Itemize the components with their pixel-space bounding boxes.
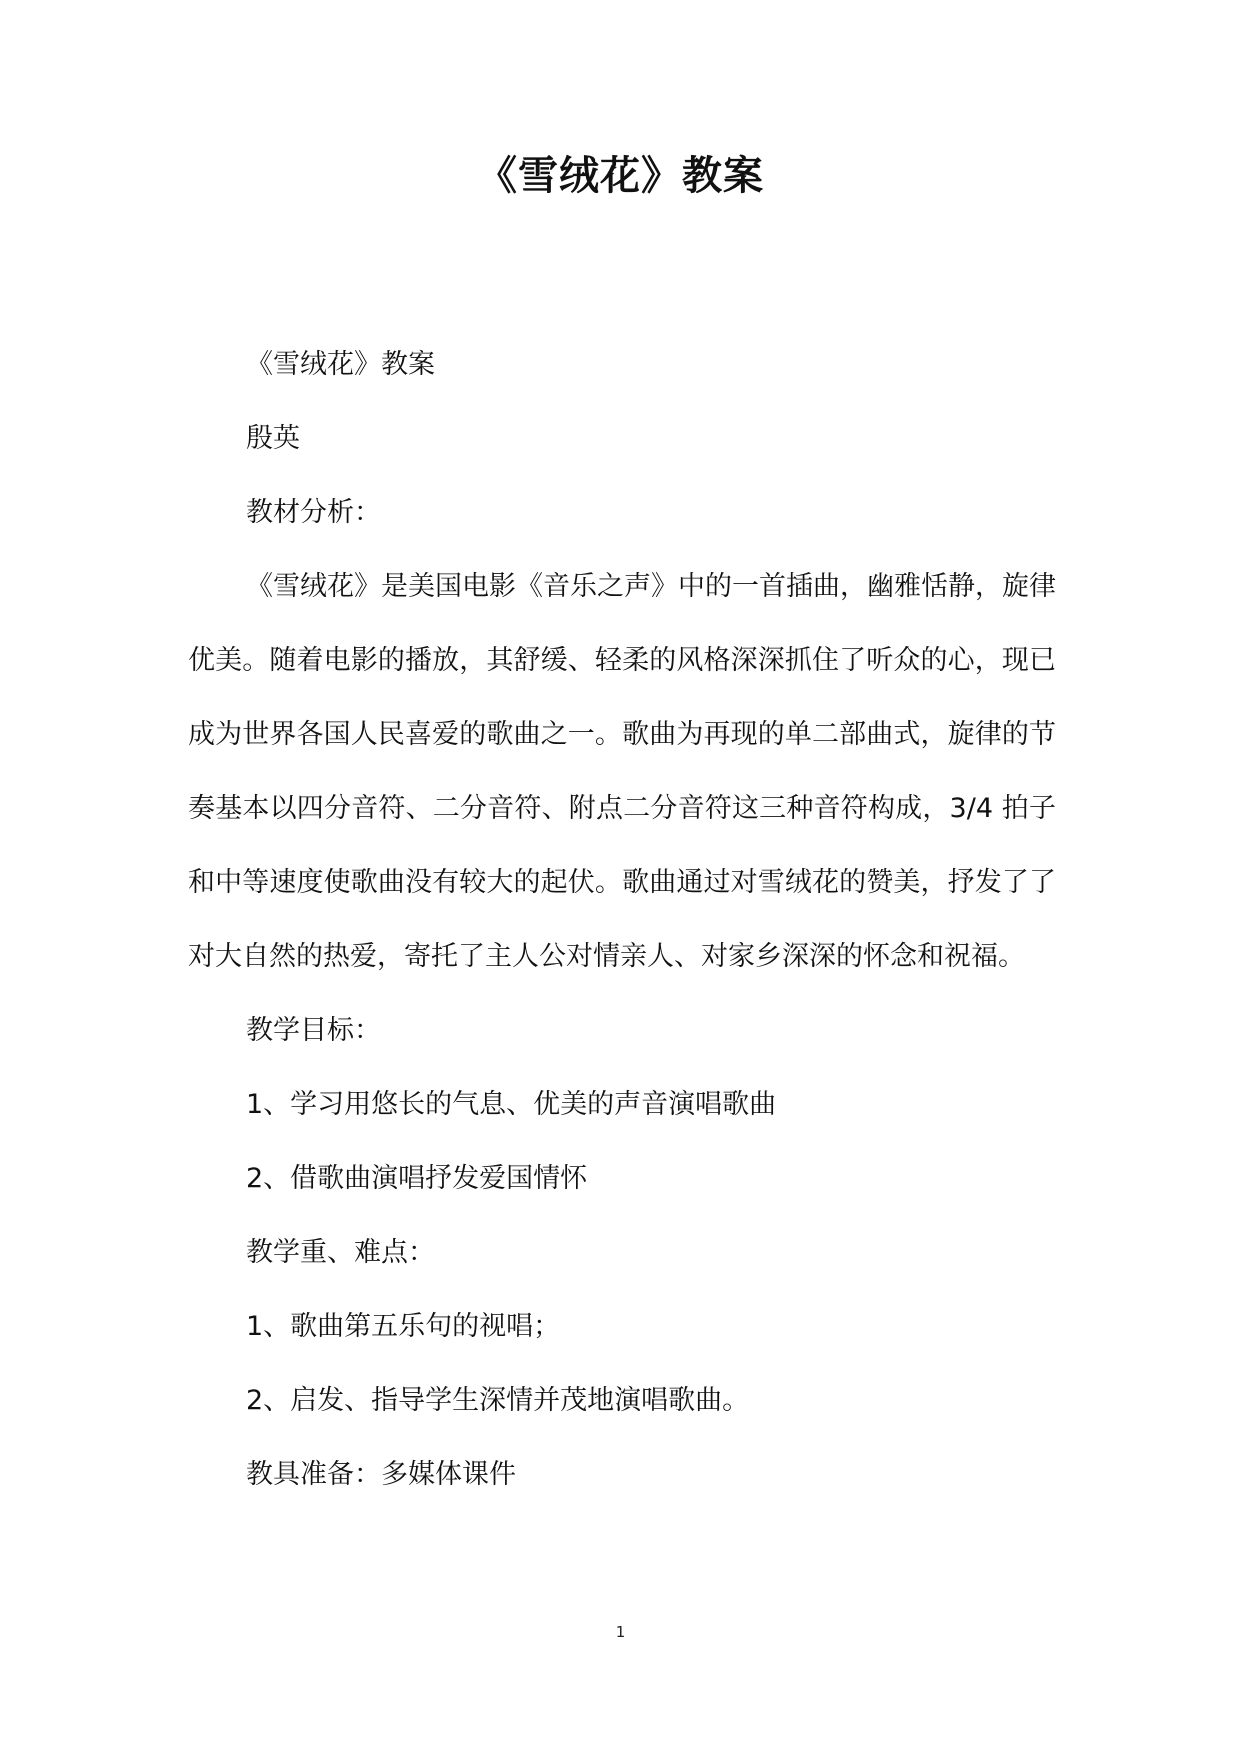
paragraph-key-point-1: 1、歌曲第五乐句的视唱； [246,1311,561,1342]
paragraph-author: 殷英 [246,423,300,454]
paragraph-teaching-goal-2: 2、借歌曲演唱抒发爱国情怀 [246,1163,588,1194]
document-title: 《雪绒花》教案 [477,153,764,199]
paragraph-heading-repeat: 《雪绒花》教案 [246,349,435,380]
paragraph-key-points-label: 教学重、难点： [246,1237,435,1268]
paragraph-material-analysis-label: 教材分析： [246,497,381,528]
page-number: 1 [615,1623,626,1641]
paragraph-teaching-goal-1: 1、学习用悠长的气息、优美的声音演唱歌曲 [246,1089,777,1120]
paragraph-material-analysis-text: 《雪绒花》是美国电影《音乐之声》中的一首插曲，幽雅恬静，旋律优美。随着电影的播放，其舒缓、轻柔的风格深深抓住了听众的心，现已成为世界各国人民喜爱的歌曲之一。歌曲为再现的单二部曲式，旋律的节奏基本以四分音符、二分音符、附点二分音符这三种音符构成，3/4 拍子和中等速度使歌曲没有较大的起伏。歌曲通过对雪绒花的赞美，抒发了了对大自然的热爱，寄托了主人公对情亲人、对家乡深深的怀念和祝福。 [188,571,1056,972]
document-body [188,328,1056,1512]
paragraph-teaching-goals-label: 教学目标： [246,1015,381,1046]
paragraph-key-point-2: 2、启发、指导学生深情并茂地演唱歌曲。 [246,1385,750,1416]
paragraph-teaching-materials: 教具准备：多媒体课件 [246,1459,516,1490]
